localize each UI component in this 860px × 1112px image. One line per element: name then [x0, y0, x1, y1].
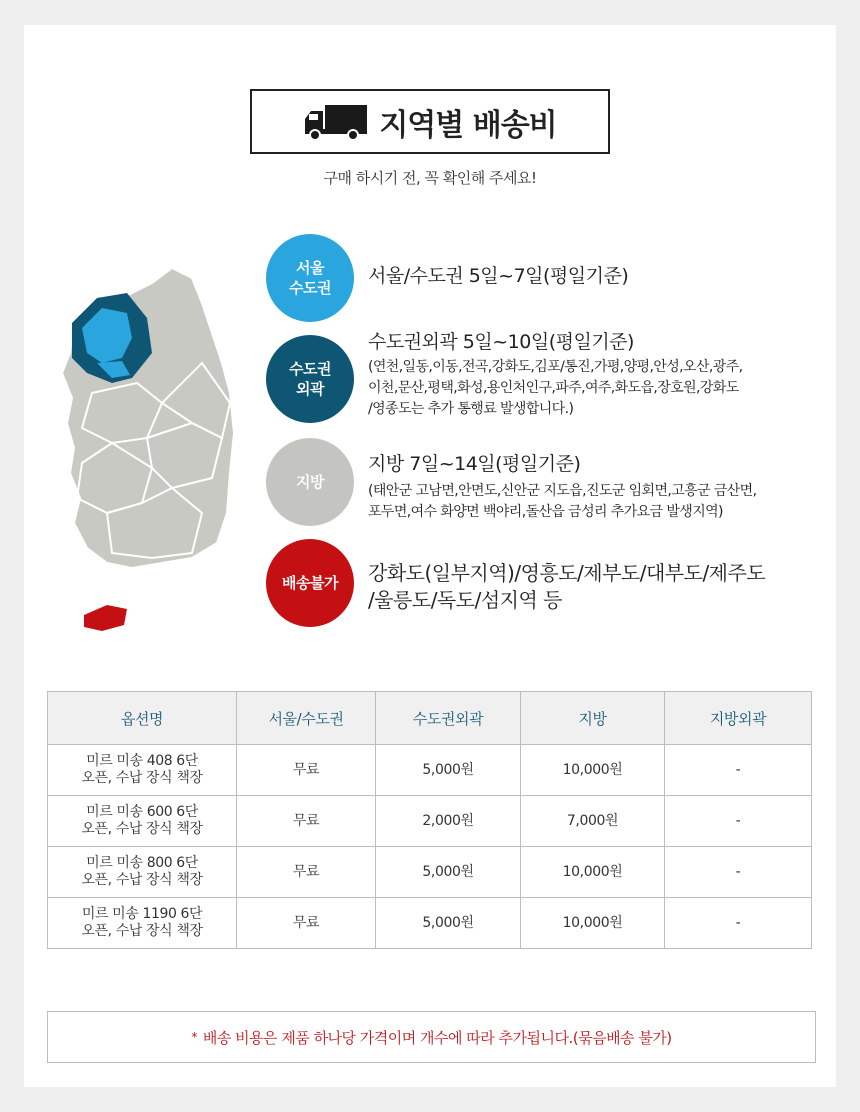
col-option: 옵션명	[48, 692, 237, 745]
note-line: 포두면,여수 화양면 백야리,돌산읍 금성리 추가요금 발생지역)	[368, 504, 723, 520]
fee-seoul: 무료	[237, 796, 376, 847]
badge-seoul	[266, 234, 354, 322]
option-name-line2: 오픈, 수납 장식 책장	[81, 821, 203, 837]
fee-regional-outer: -	[665, 745, 812, 796]
table-row	[48, 847, 812, 898]
option-name-line2: 오픈, 수납 장식 책장	[81, 923, 203, 939]
fee-seoul: 무료	[237, 745, 376, 796]
fee-regional-outer: -	[665, 898, 812, 949]
badge-no-delivery	[266, 539, 354, 627]
fee-metro-outer: 2,000원	[376, 796, 521, 847]
col-regional: 지방	[521, 692, 665, 745]
fee-regional-outer: -	[665, 847, 812, 898]
zone-regional-title: 지방 7일~14일(평일기준)	[368, 453, 581, 475]
table-row	[48, 745, 812, 796]
badge-seoul-line2: 수도권	[289, 279, 331, 297]
badge-seoul-line1: 서울	[296, 259, 324, 277]
korea-map	[52, 263, 252, 633]
fee-metro-outer: 5,000원	[376, 745, 521, 796]
zone-no-delivery-title	[368, 560, 765, 614]
fee-regional: 10,000원	[521, 745, 665, 796]
shipping-fee-table	[47, 691, 812, 949]
fee-metro-outer: 5,000원	[376, 847, 521, 898]
note-line: (태안군 고남면,안면도,신안군 지도읍,진도군 임회면,고흥군 금산면,	[368, 483, 757, 499]
no-delivery-line: /울릉도/독도/섬지역 등	[368, 588, 562, 612]
option-name-line1: 미르 미송 600 6단	[86, 804, 198, 820]
badge-metro-outer-line2: 외곽	[296, 380, 324, 398]
table-row	[48, 898, 812, 949]
badge-regional	[266, 438, 354, 526]
subtitle: 구매 하시기 전, 꼭 확인해 주세요!	[323, 169, 537, 187]
notice-star: *	[191, 1030, 197, 1044]
notice-box	[47, 1011, 816, 1063]
option-name	[48, 796, 237, 847]
zone-metro-outer-note	[368, 357, 742, 420]
truck-icon	[303, 103, 369, 141]
option-name-line2: 오픈, 수납 장식 책장	[81, 872, 203, 888]
fee-regional: 10,000원	[521, 847, 665, 898]
col-metro-outer: 수도권외곽	[376, 692, 521, 745]
note-line: /영종도는 추가 통행료 발생합니다.)	[368, 401, 574, 417]
zone-regional-note	[368, 481, 756, 523]
option-name-line1: 미르 미송 1190 6단	[81, 906, 203, 922]
zone-seoul-title: 서울/수도권 5일~7일(평일기준)	[368, 265, 629, 287]
fee-regional: 7,000원	[521, 796, 665, 847]
col-regional-outer: 지방외곽	[665, 692, 812, 745]
fee-regional: 10,000원	[521, 898, 665, 949]
note-line: 이천,문산,평택,화성,용인처인구,파주,여주,화도읍,장호원,강화도	[368, 380, 739, 396]
badge-metro-outer-line1: 수도권	[289, 360, 331, 378]
table-header-row	[48, 692, 812, 745]
option-name	[48, 847, 237, 898]
table-row	[48, 796, 812, 847]
no-delivery-line: 강화도(일부지역)/영흥도/제부도/대부도/제주도	[368, 561, 766, 585]
option-name-line2: 오픈, 수납 장식 책장	[81, 770, 203, 786]
fee-regional-outer: -	[665, 796, 812, 847]
fee-metro-outer: 5,000원	[376, 898, 521, 949]
page-title: 지역별 배송비	[379, 107, 557, 143]
option-name-line1: 미르 미송 408 6단	[86, 753, 198, 769]
option-name-line1: 미르 미송 800 6단	[86, 855, 198, 871]
col-seoul: 서울/수도권	[237, 692, 376, 745]
badge-regional-line1: 지방	[296, 473, 324, 491]
option-name	[48, 898, 237, 949]
badge-metro-outer	[266, 335, 354, 423]
fee-seoul: 무료	[237, 898, 376, 949]
option-name	[48, 745, 237, 796]
title-box	[250, 89, 610, 154]
fee-seoul: 무료	[237, 847, 376, 898]
badge-no-delivery-line1: 배송불가	[282, 574, 338, 592]
notice-text: 배송 비용은 제품 하나당 가격이며 개수에 따라 추가됩니다.(묶음배송 불가)	[202, 1028, 672, 1047]
shipping-info-card	[24, 25, 836, 1087]
zone-metro-outer-title: 수도권외곽 5일~10일(평일기준)	[368, 331, 634, 353]
note-line: (연천,일동,이동,전곡,강화도,김포/통진,가평,양평,안성,오산,광주,	[368, 359, 743, 375]
